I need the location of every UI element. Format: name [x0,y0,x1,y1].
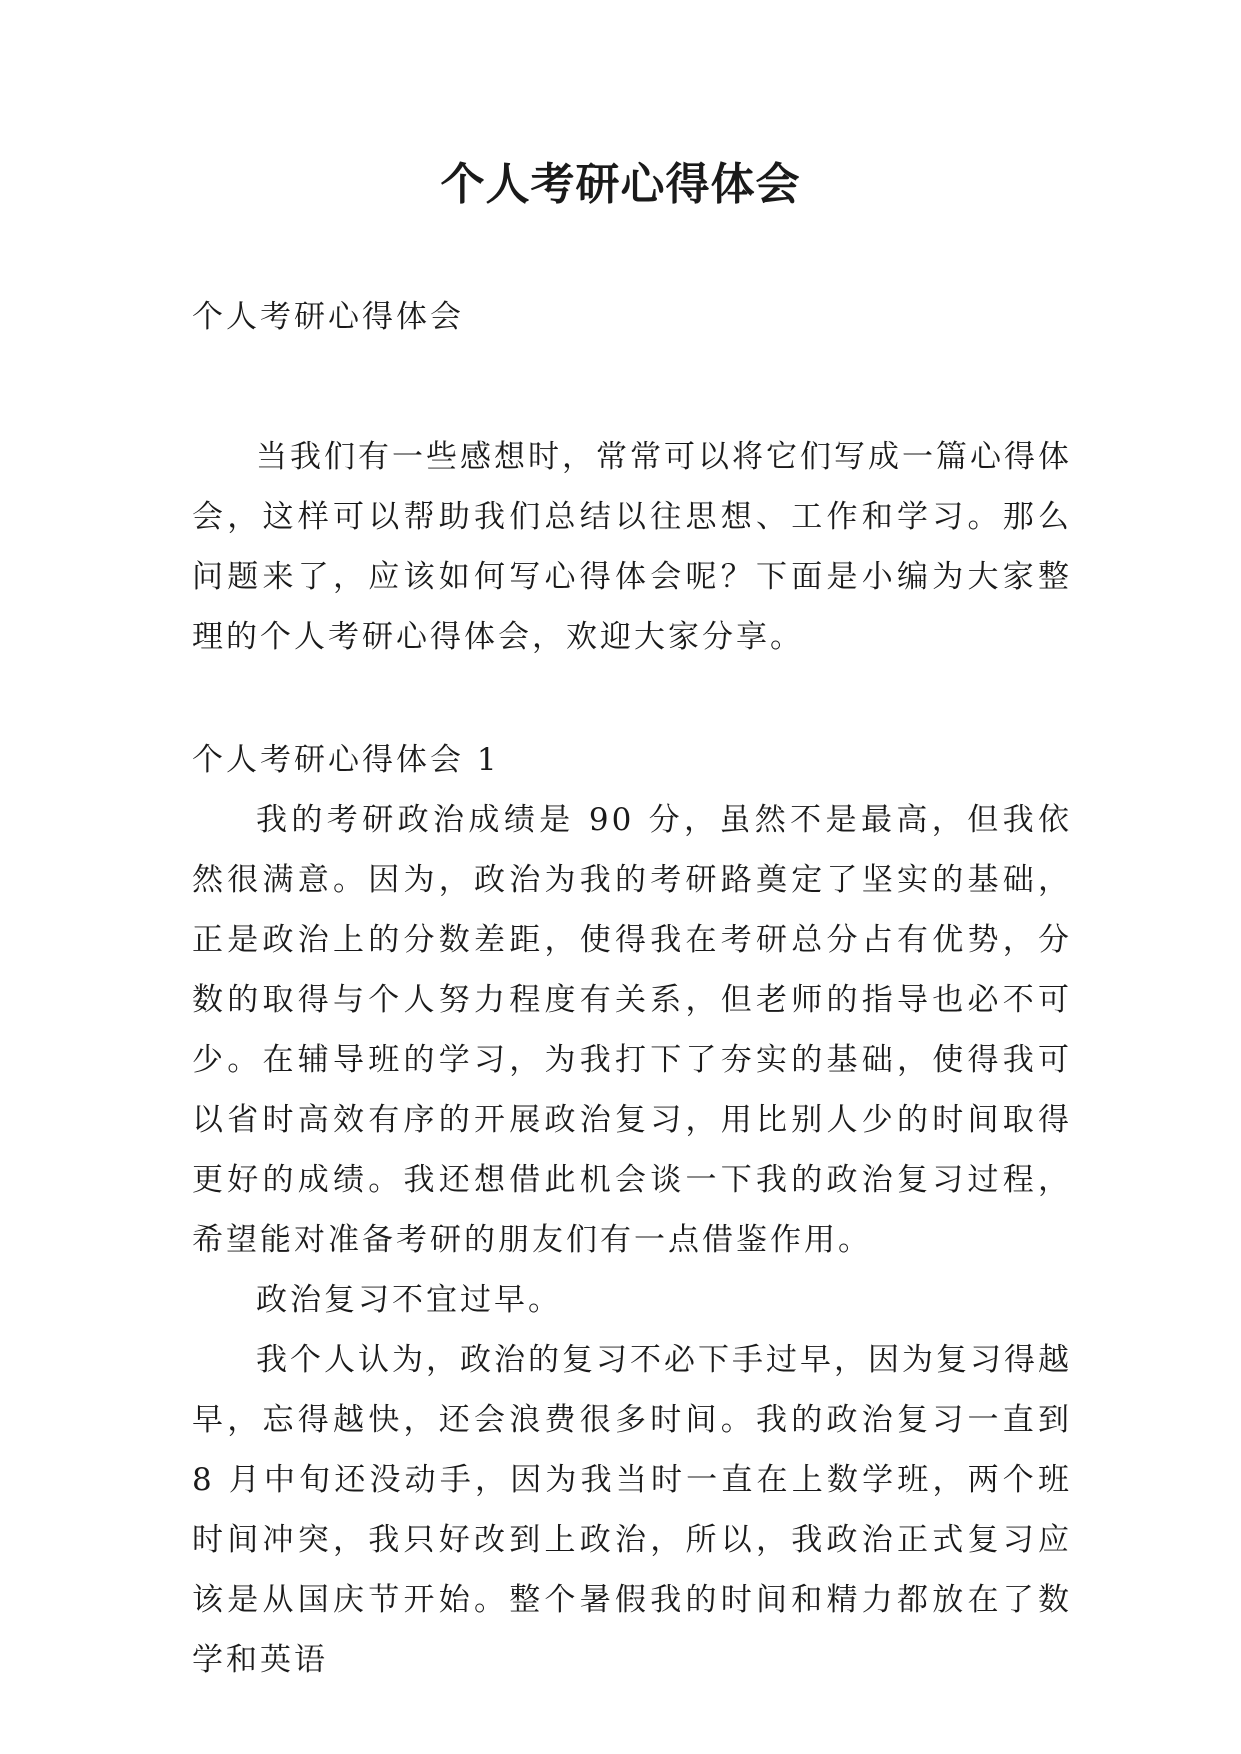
document-body [192,287,1072,1690]
body-paragraph: 我的考研政治成绩是 90 分，虽然不是最高，但我依然很满意。因为，政治为我的考研路奠定了坚实的基础，正是政治上的分数差距，使得我在考研总分占有优势，分数的取得与个人努力程度有关系，但老师的指导也必不可少。在辅导班的学习，为我打下了夯实的基础，使得我可以省时高效有序的开展政治复习，用比别人少的时间取得更好的成绩。我还想借此机会谈一下我的政治复习过程，希望能对准备考研的朋友们有一点借鉴作用。 [192,802,1072,1258]
subtitle: 个人考研心得体会 [192,299,464,335]
document-title: 个人考研心得体会 [440,159,801,210]
intro-paragraph: 当我们有一些感想时，常常可以将它们写成一篇心得体会，这样可以帮助我们总结以往思想、工作和学习。那么问题来了，应该如何写心得体会呢？下面是小编为大家整理的个人考研心得体会，欢迎大家分享。 [192,439,1072,655]
body-paragraph: 政治复习不宜过早。 [256,1282,562,1318]
section-heading: 个人考研心得体会 1 [192,742,500,778]
body-paragraph: 我个人认为，政治的复习不必下手过早，因为复习得越早，忘得越快，还会浪费很多时间。我的政治复习一直到 8 月中旬还没动手，因为我当时一直在上数学班，两个班时间冲突，我只好改到上政治，所以，我政治正式复习应该是从国庆节开始。整个暑假我的时间和精力都放在了数学和英语 [192,1342,1072,1678]
